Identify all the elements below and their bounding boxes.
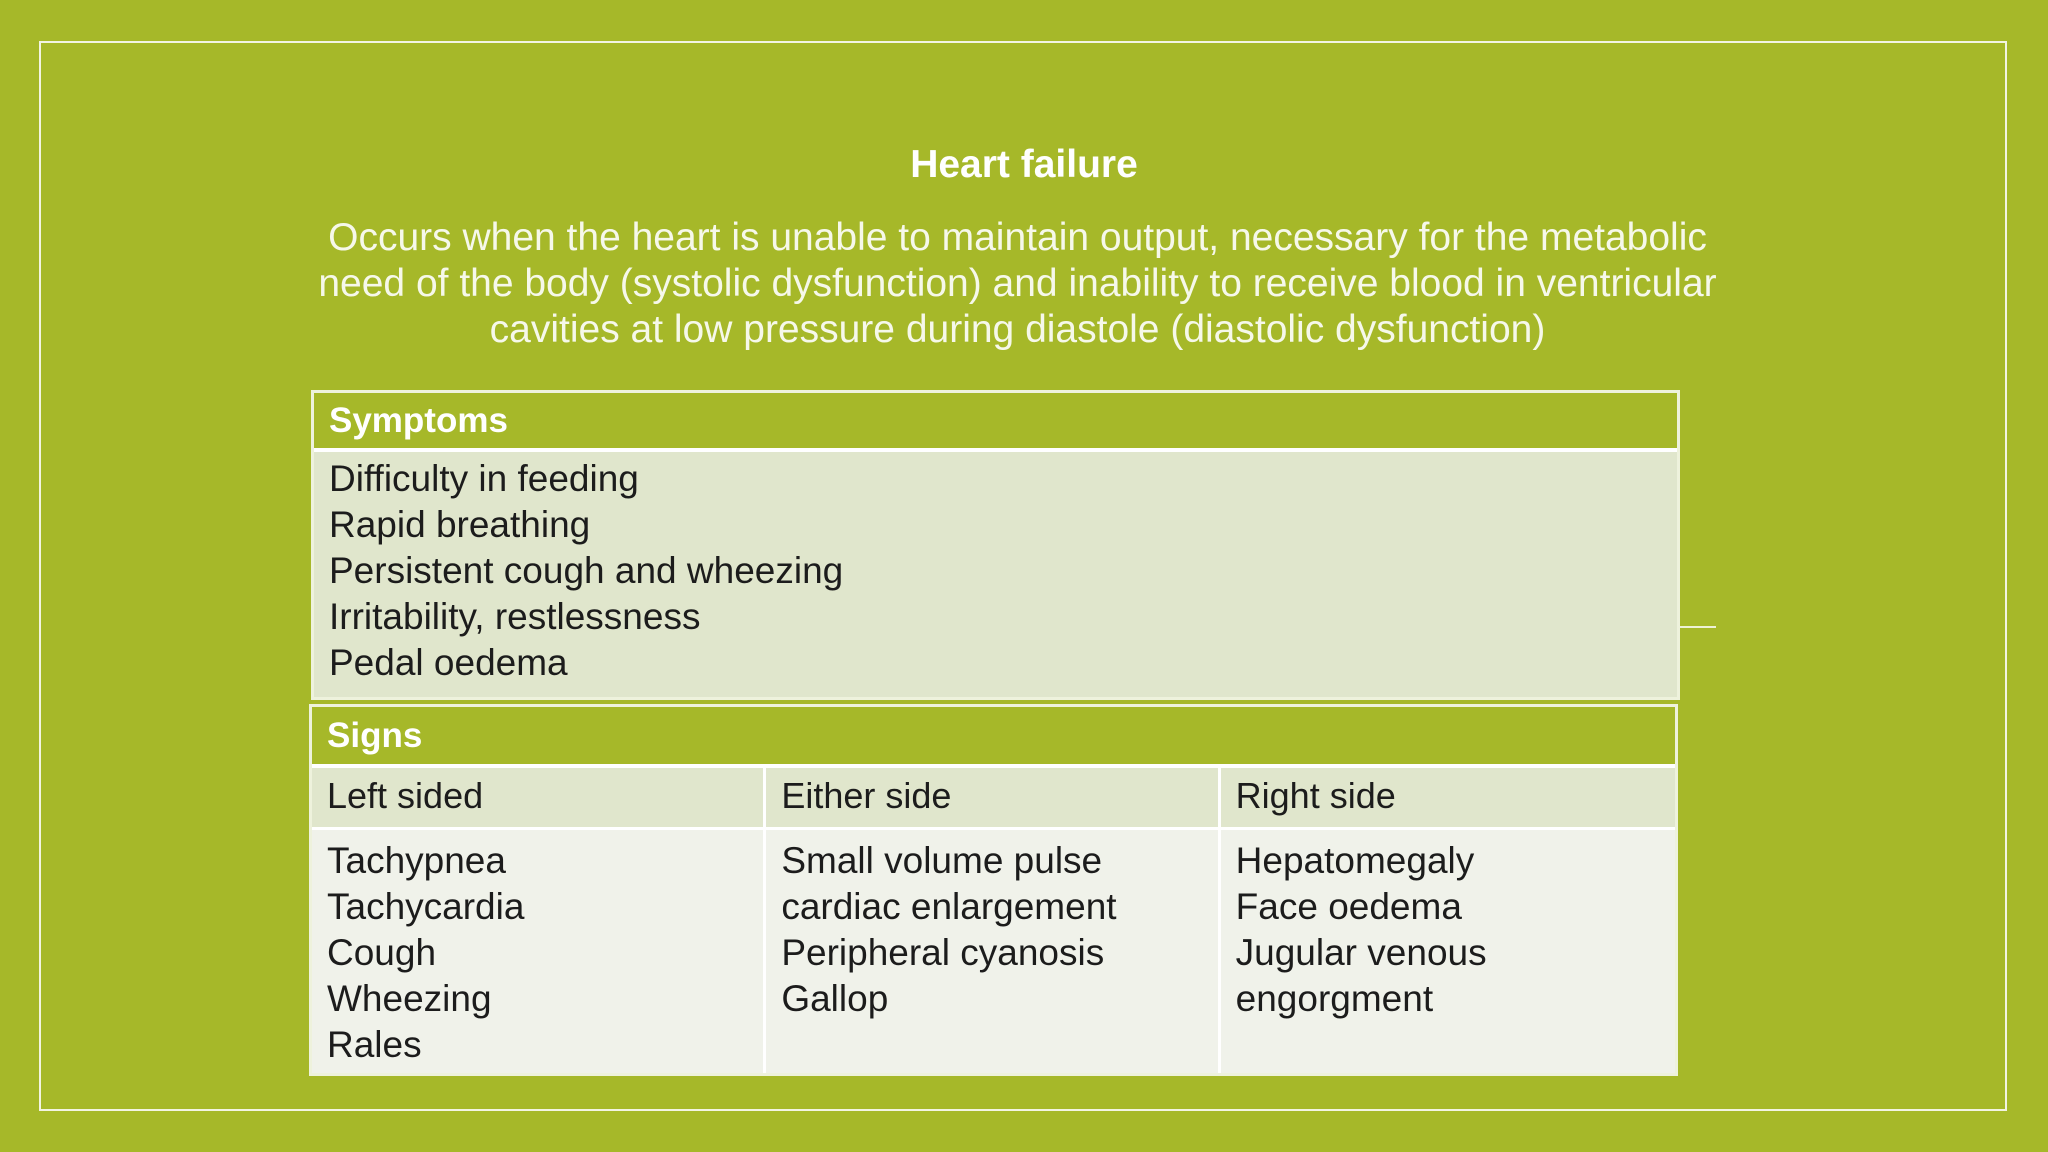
- signs-cell-either: [766, 830, 1220, 1073]
- symptoms-list: [314, 452, 1677, 686]
- signs-cell-left: [312, 830, 766, 1073]
- symptoms-table: [311, 390, 1680, 700]
- sign-item: Gallop: [781, 978, 889, 1019]
- symptom-item: Irritability, restlessness: [329, 596, 701, 637]
- column-header-right-side: Right side: [1235, 775, 1396, 816]
- sign-item: Peripheral cyanosis: [781, 932, 1105, 973]
- symptom-item: Persistent cough and wheezing: [329, 550, 844, 591]
- column-header-left-sided: Left sided: [312, 768, 766, 827]
- subtitle-line: cavities at low pressure during diastole (diastolic dysfunction): [489, 308, 1546, 351]
- signs-cell-right: [1221, 830, 1675, 1073]
- sign-item: cardiac enlargement: [781, 886, 1117, 927]
- symptom-item: Pedal oedema: [329, 642, 568, 683]
- sign-item: Face oedema: [1235, 886, 1462, 927]
- symptoms-header: Symptoms: [314, 393, 1677, 452]
- sign-item: engorgment: [1235, 978, 1434, 1019]
- signs-header: Signs: [312, 707, 1675, 768]
- sign-item: Cough: [327, 932, 437, 973]
- column-header-either-side: Either side: [766, 768, 1220, 827]
- sign-item: Jugular venous: [1235, 932, 1487, 973]
- sign-item: Small volume pulse: [781, 840, 1103, 881]
- symptom-item: Rapid breathing: [329, 504, 591, 545]
- signs-column-headers: [312, 768, 1675, 830]
- slide-subtitle: [260, 215, 1775, 353]
- subtitle-line: Occurs when the heart is unable to maintain output, necessary for the metabolic: [328, 216, 1707, 259]
- slide-title: Heart failure: [910, 143, 1138, 186]
- signs-table: [309, 704, 1678, 1076]
- sign-item: Rales: [327, 1024, 422, 1065]
- decorative-tick: [1678, 626, 1716, 628]
- signs-body: [312, 830, 1675, 1073]
- sign-item: Tachycardia: [327, 886, 525, 927]
- sign-item: Tachypnea: [327, 840, 506, 881]
- sign-item: Wheezing: [327, 978, 492, 1019]
- sign-item: Hepatomegaly: [1235, 840, 1475, 881]
- subtitle-line: need of the body (systolic dysfunction) and inability to receive blood in ventricular: [318, 262, 1717, 305]
- symptom-item: Difficulty in feeding: [329, 458, 639, 499]
